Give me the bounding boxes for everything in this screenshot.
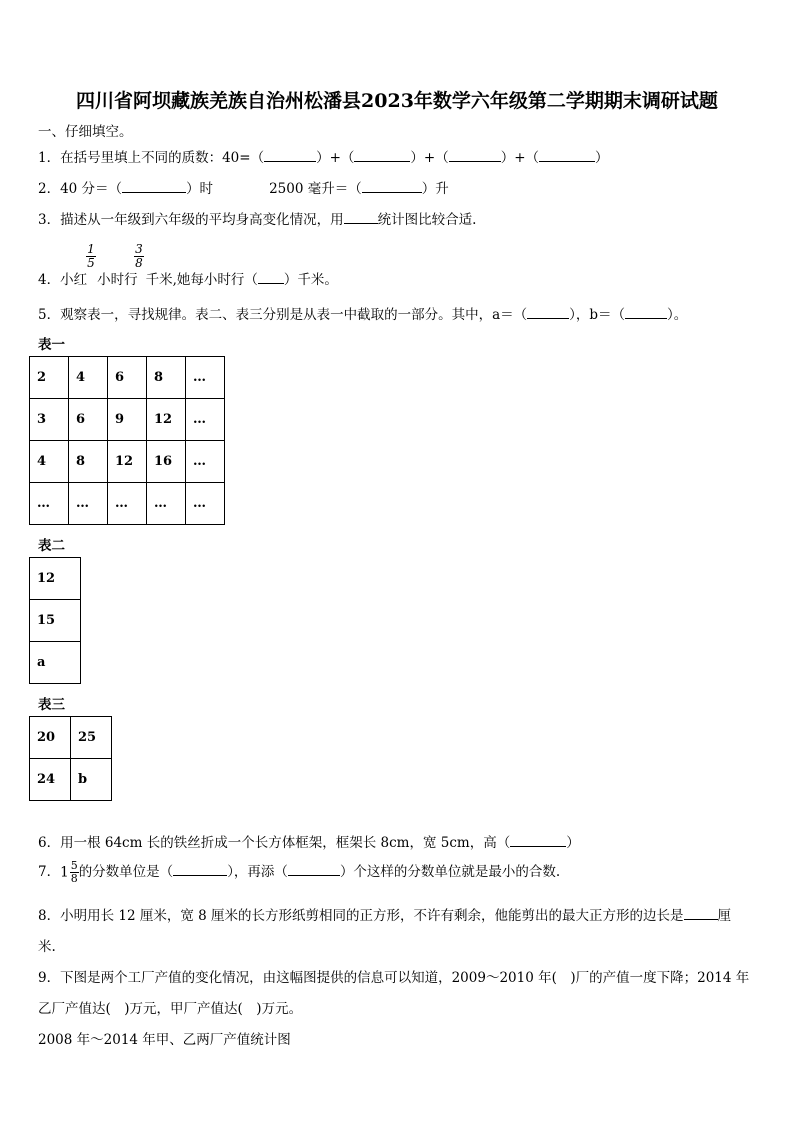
table-cell: 9 [108, 399, 147, 441]
question-4 [38, 268, 338, 288]
q6-text-b: ） [566, 835, 580, 851]
table-cell: 12 [147, 399, 186, 441]
q8-text-b: 厘 [717, 908, 732, 924]
table-row [30, 357, 225, 399]
table-cell: … [186, 483, 225, 525]
q2-text-c: 2500 毫升＝（ [269, 181, 362, 197]
table-row [30, 441, 225, 483]
q1-text-d: ）+（ [500, 150, 540, 166]
table-cell: … [186, 399, 225, 441]
table-row [30, 600, 81, 642]
q4-text-c: 千米,她每小时行（ [145, 272, 258, 288]
question-8-continued: 米. [38, 939, 56, 955]
q6-blank[interactable] [510, 834, 566, 847]
q2-text-a: 2．40 分＝（ [38, 181, 123, 197]
q6-text-a: 6．用一根 64cm 长的铁丝折成一个长方体框架，框架长 8cm，宽 5cm，高（ [38, 835, 511, 851]
q3-text-a: 3．描述从一年级到六年级的平均身高变化情况，用 [38, 212, 344, 228]
table-cell: … [108, 483, 147, 525]
q3-text-b: 统计图比较合适. [377, 212, 477, 228]
q2-blank-1[interactable] [122, 180, 186, 193]
table-row [30, 759, 112, 801]
chart-caption: 2008 年～2014 年甲、乙两厂产值统计图 [38, 1032, 291, 1048]
q7-text-a: 7． [38, 864, 61, 880]
q7-text-c: ），再添（ [227, 864, 288, 880]
table-cell: 8 [69, 441, 108, 483]
table-1-label: 表一 [38, 337, 65, 353]
table-2 [29, 557, 81, 684]
table-cell: 6 [108, 357, 147, 399]
q5-text-b: ），b＝（ [569, 307, 626, 323]
q3-blank[interactable] [344, 211, 378, 224]
q2-text-d: ）升 [421, 181, 449, 197]
q7-numerator: 5 [70, 859, 78, 872]
question-6 [38, 831, 580, 851]
q5-text-c: ）。 [667, 307, 688, 323]
table-cell: 3 [30, 399, 69, 441]
q5-text-a: 5．观察表一，寻找规律。表二、表三分别是从表一中截取的一部分。其中，a＝（ [38, 307, 528, 323]
q4-frac1-numerator: 1 [87, 242, 95, 256]
table-cell: … [186, 357, 225, 399]
q1-blank-4[interactable] [539, 149, 595, 162]
question-9-continued: 乙厂产值达( )万元，甲厂产值达( )万元。 [38, 1001, 303, 1017]
q7-text-b: 的分数单位是（ [78, 864, 174, 880]
q4-text-b: 小时行 [97, 272, 138, 288]
table-cell: 15 [30, 600, 81, 642]
table-cell: 20 [30, 717, 71, 759]
table-cell: … [186, 441, 225, 483]
question-9: 9．下图是两个工厂产值的变化情况，由这幅图提供的信息可以知道，2009～2010 年( )厂的产值一度下降；2014 年 [38, 970, 750, 986]
q4-frac2-denominator: 8 [135, 256, 143, 270]
q7-denominator: 8 [70, 872, 78, 885]
question-2 [38, 177, 449, 197]
q1-text-e: ） [595, 150, 609, 166]
question-8 [38, 904, 731, 924]
page-title: 四川省阿坝藏族羌族自治州松潘县2023年数学六年级第二学期期末调研试题 [76, 90, 718, 112]
table-row [30, 558, 81, 600]
table-3 [29, 716, 112, 801]
table-cell: 8 [147, 357, 186, 399]
q1-blank-2[interactable] [354, 149, 410, 162]
table-cell: 2 [30, 357, 69, 399]
q4-frac1-denominator: 5 [87, 256, 95, 270]
section-heading: 一、仔细填空。 [38, 124, 133, 140]
q5-blank-b[interactable] [625, 306, 667, 319]
q4-text-d: ）千米。 [283, 272, 338, 288]
table-cell: a [30, 642, 81, 684]
table-cell: 4 [30, 441, 69, 483]
q4-frac2-numerator: 3 [135, 242, 143, 256]
q7-blank-2[interactable] [288, 863, 340, 876]
q1-blank-3[interactable] [449, 149, 501, 162]
q7-blank-1[interactable] [173, 863, 227, 876]
q1-text-c: ）+（ [410, 150, 449, 166]
table-cell: … [30, 483, 69, 525]
table-3-label: 表三 [38, 697, 65, 713]
table-row [30, 717, 112, 759]
q8-blank[interactable] [684, 907, 718, 920]
table-row [30, 399, 225, 441]
table-cell: b [71, 759, 112, 801]
q1-text-b: ）+（ [316, 150, 355, 166]
table-cell: 6 [69, 399, 108, 441]
table-cell: 4 [69, 357, 108, 399]
table-2-label: 表二 [38, 538, 65, 554]
q2-blank-2[interactable] [362, 180, 422, 193]
table-cell: … [147, 483, 186, 525]
q4-text-a: 4．小红 [38, 272, 88, 288]
table-cell: 12 [30, 558, 81, 600]
q7-text-d: ）个这样的分数单位就是最小的合数. [339, 864, 561, 880]
q2-text-b: ）时 [186, 181, 214, 197]
q4-fraction-2 [134, 243, 144, 270]
table-cell: … [69, 483, 108, 525]
q8-text-a: 8．小明用长 12 厘米，宽 8 厘米的长方形纸剪相同的正方形，不许有剩余，他能剪出的最大正方形的边长是 [38, 908, 684, 924]
table-cell: 16 [147, 441, 186, 483]
q4-fraction-1 [86, 243, 96, 270]
q7-mixed-number [60, 860, 79, 885]
q1-blank-1[interactable] [264, 149, 316, 162]
table-row [30, 483, 225, 525]
question-3 [38, 208, 476, 228]
table-cell: 25 [71, 717, 112, 759]
table-cell: 12 [108, 441, 147, 483]
table-row [30, 642, 81, 684]
q1-text-a: 1．在括号里填上不同的质数：40=（ [38, 150, 265, 166]
question-1 [38, 146, 609, 166]
q5-blank-a[interactable] [527, 306, 569, 319]
q4-blank[interactable] [258, 271, 284, 284]
q7-whole: 1 [60, 864, 69, 881]
question-7 [38, 860, 560, 885]
question-5 [38, 303, 687, 323]
table-cell: 24 [30, 759, 71, 801]
table-1 [29, 356, 225, 525]
